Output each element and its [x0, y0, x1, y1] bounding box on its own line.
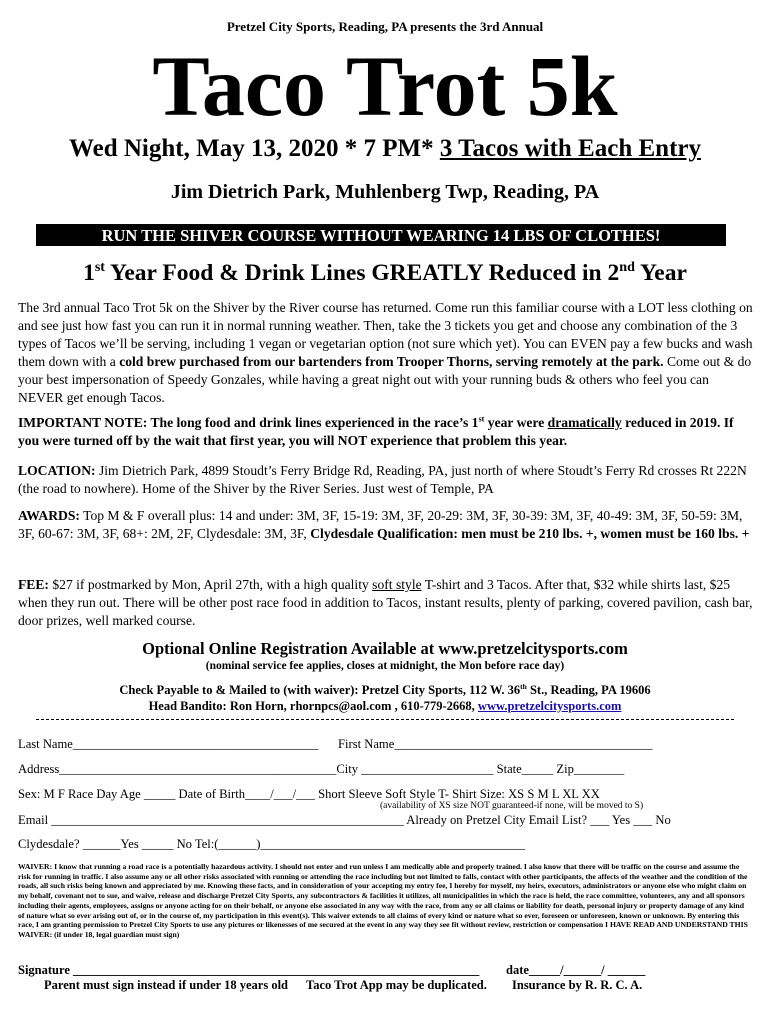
note-text-3: reduced in 2019. If you were turned off by the wait that first year, you will NOT experience that problem this year. — [18, 415, 734, 448]
venue-line: Jim Dietrich Park, Muhlenberg Twp, Reading, PA — [170, 181, 600, 203]
important-note — [18, 414, 753, 450]
date-line — [0, 134, 770, 164]
insurance-note: Insurance by R. R. C. A. — [512, 978, 643, 992]
xs-note: (availability of XS size NOT guaranteed-if none, will be moved to S) — [380, 801, 644, 811]
awards-text: Top M & F overall plus: 14 and under: 3M, 3F, 15-19: 3M, 3F, 20-29: 3M, 3F, 30-39: 3M, 3F, 40-49: 3M, 3F, 50-59: 3M, 3F, 60-67: 3M, 3F, 68+: 2M, 2F, Clydesdale: 3M, 3F, — [18, 508, 743, 541]
app-note: Taco Trot App may be duplicated. — [306, 978, 487, 992]
bandito-text: Head Bandito: Ron Horn, rhornpcs@aol.com , 610-779-2668, — [148, 699, 478, 713]
banner: RUN THE SHIVER COURSE WITHOUT WEARING 14 LBS OF CLOTHES! — [36, 224, 726, 246]
note-dramatically: dramatically — [547, 415, 622, 430]
page-title: Taco Trot 5k — [152, 38, 618, 134]
fee-soft-style: soft style — [372, 577, 422, 592]
first-name-field[interactable]: First Name_________________________________________ — [338, 737, 653, 751]
date-text: Wed Night, May 13, 2020 * 7 PM* — [69, 135, 440, 162]
location-paragraph — [18, 462, 753, 498]
fee-paragraph — [18, 576, 753, 630]
reduced-headline — [0, 258, 770, 288]
intro-bold: cold brew purchased from our bartenders from Trooper Thorns, serving remotely at the park. — [119, 354, 664, 369]
parent-note: Parent must sign instead if under 18 years old — [44, 978, 289, 992]
intro-paragraph — [18, 299, 753, 407]
cut-line — [36, 719, 734, 720]
awards-bold: Clydesdale Qualification: men must be 210 lbs. +, women must be 160 lbs. + — [310, 526, 750, 541]
check-text-2: St., Reading, PA 19606 — [526, 683, 651, 697]
reduced-post: Year — [634, 260, 687, 286]
note-text-2: year were — [484, 415, 548, 430]
fee-label: FEE: — [18, 577, 49, 592]
note-text-1: IMPORTANT NOTE: The long food and drink lines experienced in the race’s 1 — [18, 415, 479, 430]
intro-text-1: The 3rd annual Taco Trot 5k on the Shiver by the River course has returned. Come run this familiar course with a LOT less clothing on and see just how fast you can run it in normal running weather. Then, take the 3 tickets you get and choose any combination of the 3 types of Tacos we’ll be serving, including 1 vegan or vegetarian option (not sure which yet). You can EVEN pay a few bucks and wash them down with a — [18, 300, 753, 369]
website-link[interactable]: www.pretzelcitysports.com — [477, 699, 622, 713]
awards-paragraph — [18, 507, 753, 543]
contact-line — [0, 698, 770, 714]
address-field[interactable]: Address____________________________________________City _____________________ State_____ Zip________ — [18, 762, 625, 776]
check-sup: th — [520, 681, 527, 691]
location-text: Jim Dietrich Park, 4899 Stoudt’s Ferry Bridge Rd, Reading, PA, just north of where Stoudt’s Ferry Rd crosses Rt 222N (the road to nowhere). Home of the Shiver by the River Series. Just west of Temple, PA — [18, 463, 747, 496]
location-label: LOCATION: — [18, 463, 96, 478]
online-registration: Optional Online Registration Available at www.pretzelcitysports.com — [142, 639, 628, 658]
awards-label: AWARDS: — [18, 508, 80, 523]
fee-text-2: T-shirt and 3 Tacos. After that, $32 while shirts last, $25 when they run out. There will be other post race food in addition to Tacos, instant results, plenty of parking, covered pavilion, cash bar, door prizes, well marked course. — [18, 577, 753, 628]
note-sup: st — [478, 414, 485, 424]
presenter-line: Pretzel City Sports, Reading, PA presents the 3rd Annual — [226, 19, 544, 34]
reduced-mid: Year Food & Drink Lines GREATLY Reduced in 2 — [105, 260, 620, 286]
signature-field[interactable]: Signature _________________________________________________________________ — [18, 963, 480, 977]
tacos-text: 3 Tacos with Each Entry — [439, 135, 701, 162]
reduced-pre: 1 — [83, 260, 95, 286]
check-text-1: Check Payable to & Mailed to (with waiver): Pretzel City Sports, 112 W. 36 — [119, 683, 521, 697]
clydesdale-tel-field[interactable]: Clydesdale? ______Yes _____ No Tel:(______)__________________________________________ — [18, 837, 525, 851]
reduced-sup1: st — [94, 259, 105, 276]
email-field[interactable]: Email ________________________________________________________ Already on Pretzel City Email List? ___ Yes ___ No — [18, 813, 671, 827]
date-field[interactable]: date_____/______/ ______ — [506, 963, 646, 977]
fee-text-1: $27 if postmarked by Mon, April 27th, with a high quality — [48, 577, 373, 592]
mail-address — [0, 682, 770, 698]
sex-age-shirt-field[interactable]: Sex: M F Race Day Age _____ Date of Birth____/___/___ Short Sleeve Soft Style T- Shirt Size: XS S M L XL XX — [18, 787, 600, 801]
waiver-text: WAIVER: I know that running a road race is a potentially hazardous activity. I should not enter and run unless I am medically able and properly trained. I also know that there will be traffic on the course and assume the risk for running in traffic. I also assume any or all other risks associated with running or attending the race including but not limited to falls, contact with other participants, the affects of the weather and the condition of the roads, all such risks being known and appreciated by me. Knowing these facts, and in consideration of your accepting my entry fee, I hereby for myself, my heirs, executors, administrators or anyone else who might claim on my behalf, covenant not to sue, and waive, release and discharge Pretzel City Sports, any subcontractors & facilities it utilizes, all municipalities in which the race is held, the race committee, volunteers, any and all sponsors including their agents, employees, assigns or anyone acting for on their behalf, or anyone else associated in any way with the race, from any or all claims or liability for death, personal injury or property damage of any kind of nature what so ever arising out of, or in the course of, my participation in this event(s). This waiver extends to all claims of every kind or nature what so ever, foreseen or unforeseen, known or unknown. By entering this race, I am granting permission to Pretzel City Sports to use any pictures or likenesses of me secured at the event in any way they see fit without review, restriction or compensation I HAVE READ AND UNDERSTAND THIS WAIVER: (if under 18, legal guardian must sign) — [18, 862, 748, 939]
online-registration-note: (nominal service fee applies, closes at midnight, the Mon before race day) — [205, 660, 565, 672]
last-name-field[interactable]: Last Name_______________________________________ — [18, 737, 319, 751]
intro-text-2: Come out & do your best impersonation of Speedy Gonzales, while having a great night out with your running buds & others who feel you can NEVER get enough Tacos. — [18, 354, 752, 405]
reduced-sup2: nd — [619, 259, 635, 276]
